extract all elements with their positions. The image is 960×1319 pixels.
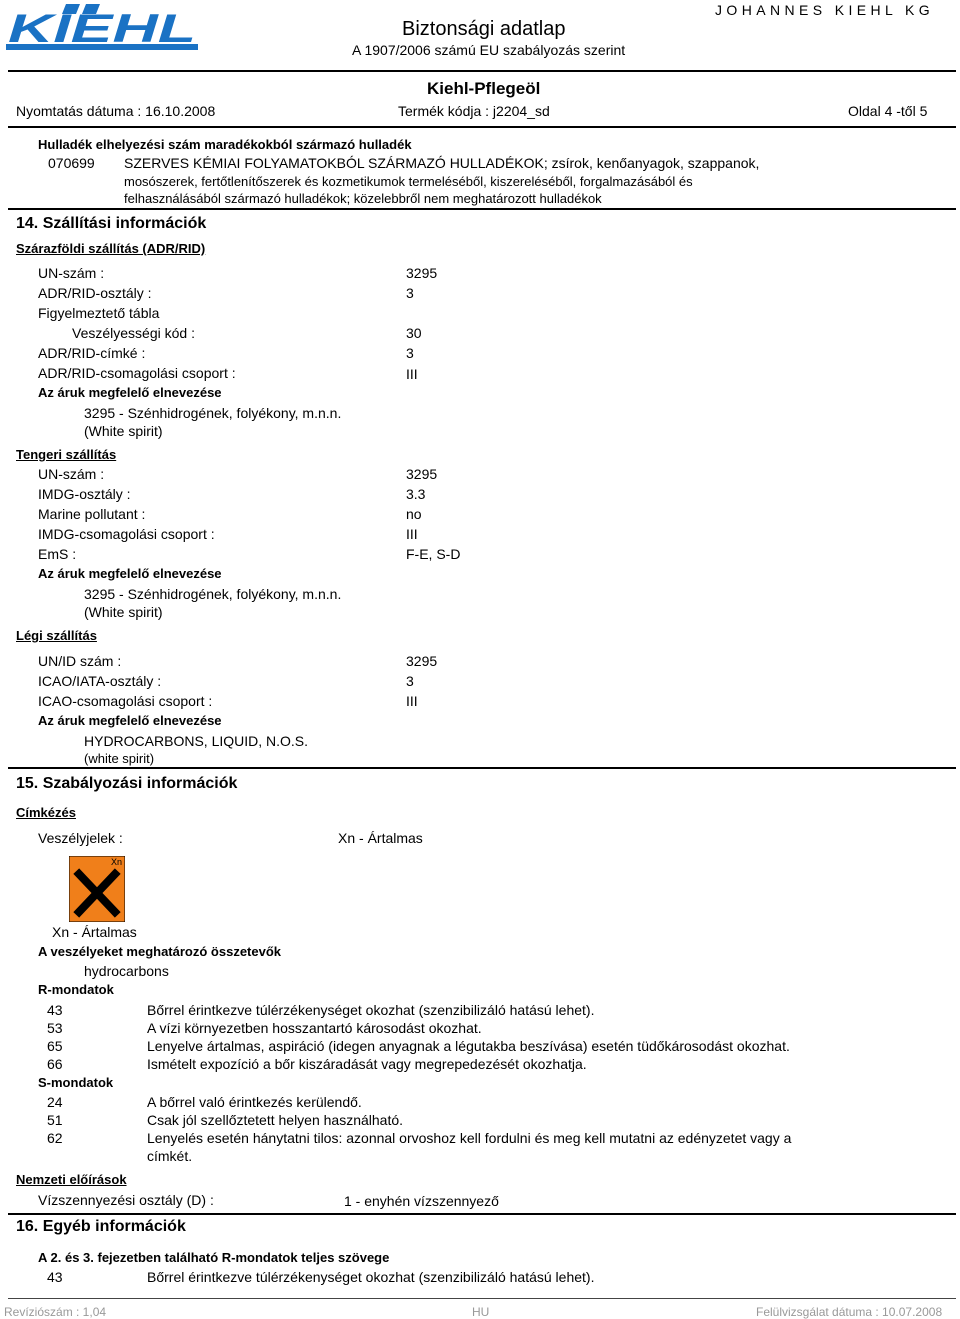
sea-un-value: 3295 [406, 466, 438, 482]
s-phrases-title: S-mondatok [38, 1075, 114, 1090]
s-phrase-code: 62 [47, 1130, 63, 1146]
language-code: HU [472, 1305, 490, 1319]
land-proper-name-label: Az áruk megfelelő elnevezése [38, 385, 222, 400]
r-phrase-text: A vízi környezetben hosszantartó károsodást okozhat. [147, 1020, 482, 1036]
land-label-label: ADR/RID-címké : [38, 345, 146, 361]
waste-code: 070699 [48, 155, 95, 171]
sea-un-label: UN-szám : [38, 466, 105, 482]
review-date: Felülvizsgálat dátuma : 10.07.2008 [756, 1305, 943, 1319]
sea-pollutant-value: no [406, 506, 422, 522]
sea-transport-title: Tengeri szállítás [16, 447, 117, 462]
air-un-label: UN/ID szám : [38, 653, 122, 669]
page-number: Oldal 4 -től 5 [848, 103, 928, 119]
land-proper-name-2: (White spirit) [84, 423, 163, 439]
air-proper-name-2: (white spirit) [84, 751, 155, 766]
air-proper-name-1: HYDROCARBONS, LIQUID, N.O.S. [84, 733, 309, 749]
r-phrase-text: Bőrrel érintkezve túlérzékenységet okozhat (szenzibilizáló hatású lehet). [147, 1002, 595, 1018]
waste-line-3: felhasználásából származó hulladékok; közelebbről nem meghatározott hulladékok [124, 191, 602, 206]
sea-packing-value: III [406, 526, 418, 542]
land-plate-label: Figyelmeztető tábla [38, 305, 160, 321]
document-title: Biztonsági adatlap [402, 18, 566, 40]
land-label-value: 3 [406, 345, 414, 361]
air-class-value: 3 [406, 673, 414, 689]
waste-heading: Hulladék elhelyezési szám maradékokból származó hulladék [38, 137, 412, 152]
hazard-symbol-caption: Xn - Ártalmas [52, 924, 137, 940]
air-packing-value: III [406, 693, 418, 709]
sea-proper-name-2: (White spirit) [84, 604, 163, 620]
r-phrase-text: Lenyelve ártalmas, aspiráció (idegen anyagnak a légutakba beszívása) esetén tüdőkárosodást okozhat. [147, 1038, 790, 1054]
section15-rule [8, 767, 956, 769]
company-name: JOHANNES KIEHL KG [715, 2, 934, 18]
hazard-symbols-label: Veszélyjelek : [38, 830, 123, 846]
sea-proper-name-1: 3295 - Szénhidrogének, folyékony, m.n.n. [84, 586, 342, 602]
s-phrase-code: 24 [47, 1094, 63, 1110]
air-un-value: 3295 [406, 653, 438, 669]
section14-rule [8, 208, 956, 210]
document-subtitle: A 1907/2006 számú EU szabályozás szerint [352, 42, 626, 58]
land-transport-title: Szárazföldi szállítás (ADR/RID) [16, 241, 206, 256]
revision-number: Revíziószám : 1,04 [4, 1305, 107, 1319]
waste-line-1: SZERVES KÉMIAI FOLYAMATOKBÓL SZÁRMAZÓ HULLADÉKOK; zsírok, kenőanyagok, szappanok, [124, 155, 760, 171]
air-packing-label: ICAO-csomagolási csoport : [38, 693, 213, 709]
r-phrase-code: 66 [47, 1056, 63, 1072]
land-proper-name-1: 3295 - Szénhidrogének, folyékony, m.n.n. [84, 405, 342, 421]
sea-packing-label: IMDG-csomagolási csoport : [38, 526, 215, 542]
section16-rule [8, 1213, 956, 1215]
section14-title: 14. Szállítási információk [16, 215, 207, 232]
land-un-label: UN-szám : [38, 265, 105, 281]
land-hazard-code-value: 30 [406, 325, 422, 341]
kiehl-logo-text: KIEHL [8, 7, 196, 51]
hazard-symbol-code: Xn [111, 857, 123, 867]
land-class-value: 3 [406, 285, 414, 301]
sea-ems-label: EmS : [38, 546, 77, 562]
land-un-value: 3295 [406, 265, 438, 281]
land-packing-value: III [406, 366, 418, 382]
water-hazard-value: 1 - enyhén vízszennyező [344, 1193, 499, 1209]
air-class-label: ICAO/IATA-osztály : [38, 673, 162, 689]
water-hazard-label: Vízszennyezési osztály (D) : [38, 1192, 214, 1208]
s-phrase-text-continued: címkét. [147, 1148, 193, 1164]
air-transport-title: Légi szállítás [16, 628, 97, 643]
sea-pollutant-label: Marine pollutant : [38, 506, 146, 522]
r-phrase-text: Ismételt expozíció a bőr kiszáradását vagy megrepedezését okozhatja. [147, 1056, 587, 1072]
product-code: Termék kódja : j2204_sd [398, 103, 550, 119]
land-packing-label: ADR/RID-csomagolási csoport : [38, 365, 236, 381]
footer-rule [8, 1298, 956, 1299]
s-phrase-text: Lenyelés esetén hánytatni tilos: azonnal orvoshoz kell fordulni és meg kell mutatni az edényzetet vagy a [147, 1130, 792, 1146]
sea-proper-name-label: Az áruk megfelelő elnevezése [38, 566, 222, 581]
header-rule-bottom [8, 126, 956, 128]
components-value: hydrocarbons [84, 963, 169, 979]
product-name: Kiehl-Pflegeöl [427, 79, 541, 98]
r-phrase-code: 43 [47, 1002, 63, 1018]
r-full-text-title: A 2. és 3. fejezetben található R-mondatok teljes szövege [38, 1250, 390, 1265]
sea-class-value: 3.3 [406, 486, 426, 502]
sea-ems-value: F-E, S-D [406, 546, 461, 562]
r-phrase-code: 53 [47, 1020, 63, 1036]
s-phrase-text: A bőrrel való érintkezés kerülendő. [147, 1094, 362, 1110]
section16-title: 16. Egyéb információk [16, 1218, 186, 1235]
s-phrase-code: 51 [47, 1112, 63, 1128]
header-rule-top [8, 70, 956, 72]
print-date: Nyomtatás dátuma : 16.10.2008 [16, 103, 216, 119]
national-regulations-title: Nemzeti előírások [16, 1172, 127, 1187]
land-class-label: ADR/RID-osztály : [38, 285, 152, 301]
labelling-title: Címkézés [16, 805, 76, 820]
r-full-text: Bőrrel érintkezve túlérzékenységet okozhat (szenzibilizáló hatású lehet). [147, 1269, 595, 1285]
components-title: A veszélyeket meghatározó összetevők [38, 944, 282, 959]
land-hazard-code-label: Veszélyességi kód : [72, 325, 195, 341]
xn-harmful-hazard-icon [69, 856, 125, 922]
sea-class-label: IMDG-osztály : [38, 486, 131, 502]
s-phrase-text: Csak jól szellőztetett helyen használható. [147, 1112, 404, 1128]
section15-title: 15. Szabályozási információk [16, 775, 238, 792]
r-full-code: 43 [47, 1269, 63, 1285]
air-proper-name-label: Az áruk megfelelő elnevezése [38, 713, 222, 728]
r-phrase-code: 65 [47, 1038, 63, 1054]
waste-line-2: mosószerek, fertőtlenítőszerek és kozmetikumok termeléséből, kiszereléséből, forgalmazásából és [124, 174, 693, 189]
hazard-symbols-value: Xn - Ártalmas [338, 830, 423, 846]
kiehl-logo [6, 4, 198, 56]
r-phrases-title: R-mondatok [38, 982, 114, 997]
